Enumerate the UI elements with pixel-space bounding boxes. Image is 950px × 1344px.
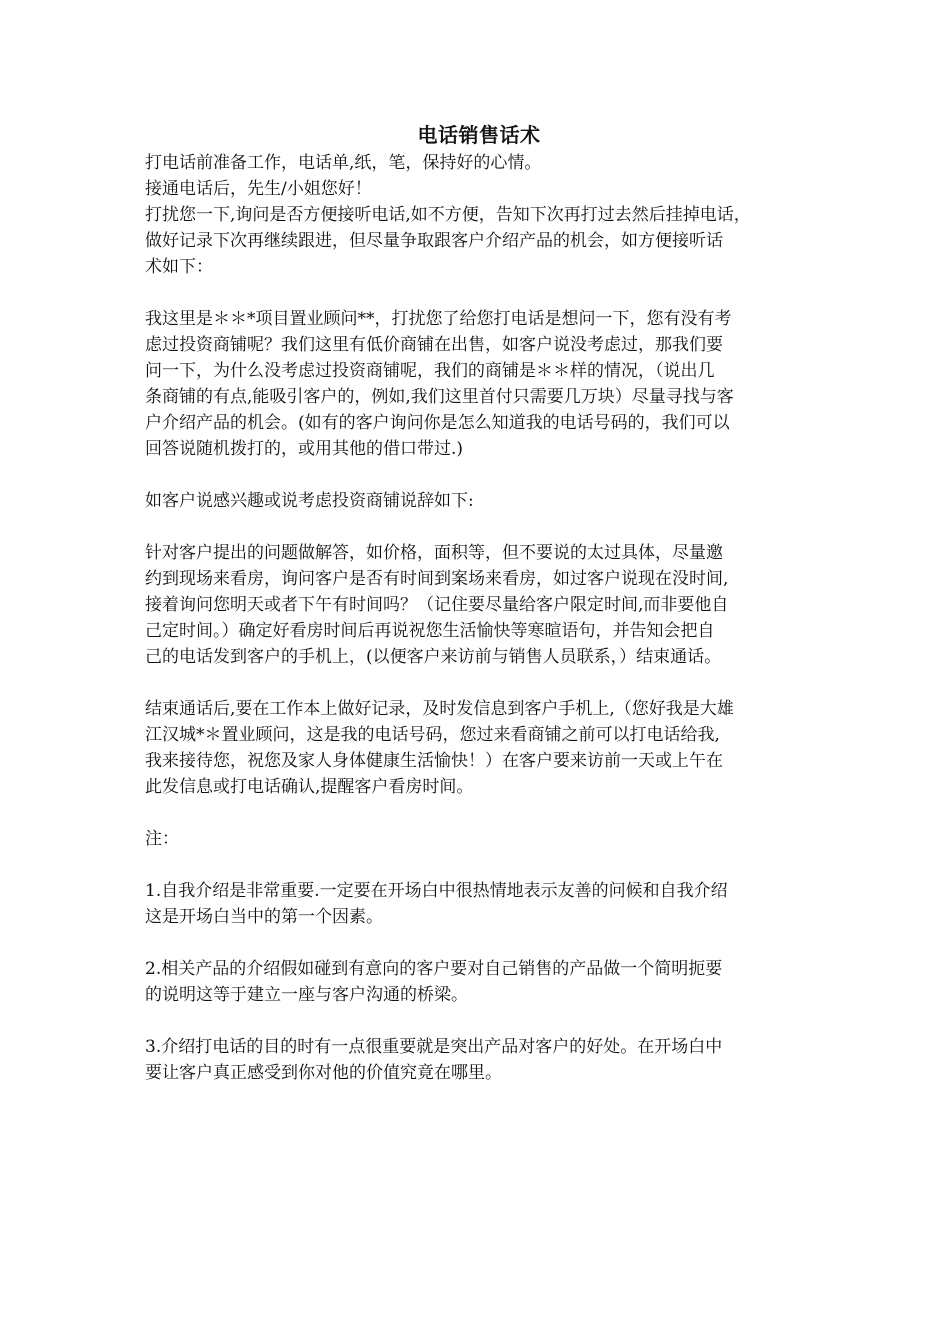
paragraph-line: 此发信息或打电话确认,提醒客户看房时间。 [145,777,474,797]
paragraph-line: 针对客户提出的问题做解答，如价格，面积等，但不要说的太过具体，尽量邀 [145,543,723,563]
spacer [145,514,813,540]
note-item-1 [145,878,813,930]
intro-line: 打扰您一下,询问是否方便接听电话,如不方便，告知下次再打过去然后挂掉电话， [145,205,751,225]
spacer [145,462,813,488]
intro-line: 打电话前准备工作，电话单,纸，笔，保持好的心情。 [145,153,542,173]
paragraph-script [145,306,813,462]
note-line: 2.相关产品的介绍假如碰到有意向的客户要对自己销售的产品做一个简明扼要 [145,959,723,979]
paragraph-line: 结束通话后,要在工作本上做好记录，及时发信息到客户手机上,（您好我是大雄 [145,699,734,719]
note-line: 1.自我介绍是非常重要.一定要在开场白中很热情地表示友善的问候和自我介绍 [145,881,728,901]
note-line: 这是开场白当中的第一个因素。 [145,907,383,927]
paragraph-line: 条商铺的有点,能吸引客户的，例如,我们这里首付只需要几万块）尽量寻找与客 [145,387,734,407]
spacer [145,1008,813,1034]
paragraph-answer [145,540,813,670]
note-line: 3.介绍打电话的目的时有一点很重要就是突出产品对客户的好处。在开场白中 [145,1037,723,1057]
paragraph-line: 虑过投资商铺呢？我们这里有低价商铺在出售，如客户说没考虑过，那我们要 [145,335,723,355]
spacer [145,280,813,306]
paragraph-line: 回答说随机拨打的，或用其他的借口带过.) [145,439,464,459]
document-title: 电话销售话术 [417,123,541,147]
paragraph-interest: 如客户说感兴趣或说考虑投资商铺说辞如下: [145,491,474,511]
paragraph-line: 己定时间。）确定好看房时间后再说祝您生活愉快等寒暄语句，并告知会把自 [145,621,715,641]
note-line: 要让客户真正感受到你对他的价值究竟在哪里。 [145,1063,502,1083]
intro-line: 接通电话后，先生/小姐您好！ [145,179,372,199]
paragraph-line: 江汉城*＊置业顾问，这是我的电话号码，您过来看商铺之前可以打电话给我, [145,725,720,745]
paragraph-line: 问一下，为什么没考虑过投资商铺呢，我们的商铺是＊＊样的情况，（说出几 [145,361,715,381]
paragraph-line: 己的电话发到客户的手机上，(以便客户来访前与销售人员联系，）结束通话。 [145,647,722,667]
spacer [145,930,813,956]
paragraph-after-call [145,696,813,800]
spacer [145,670,813,696]
note-item-3 [145,1034,813,1086]
paragraph-line: 我这里是＊＊*项目置业顾问**，打扰您了给您打电话是想问一下，您有没有考 [145,309,732,329]
spacer [145,800,813,826]
intro-line: 做好记录下次再继续跟进，但尽量争取跟客户介绍产品的机会，如方便接听话 [145,231,723,251]
document-body [145,120,813,1086]
paragraph-line: 我来接待您，祝您及家人身体健康生活愉快！）在客户要来访前一天或上午在 [145,751,723,771]
note-line: 的说明这等于建立一座与客户沟通的桥梁。 [145,985,468,1005]
paragraph-line: 约到现场来看房，询问客户是否有时间到案场来看房，如过客户说现在没时间, [145,569,729,589]
paragraph-line: 接着询问您明天或者下午有时间吗？（记住要尽量给客户限定时间,而非要他自 [145,595,729,615]
intro-line: 术如下： [145,257,213,277]
note-item-2 [145,956,813,1008]
note-label: 注： [145,829,179,849]
spacer [145,852,813,878]
paragraph-line: 户介绍产品的机会。(如有的客户询问你是怎么知道我的电话号码的，我们可以 [145,413,730,433]
